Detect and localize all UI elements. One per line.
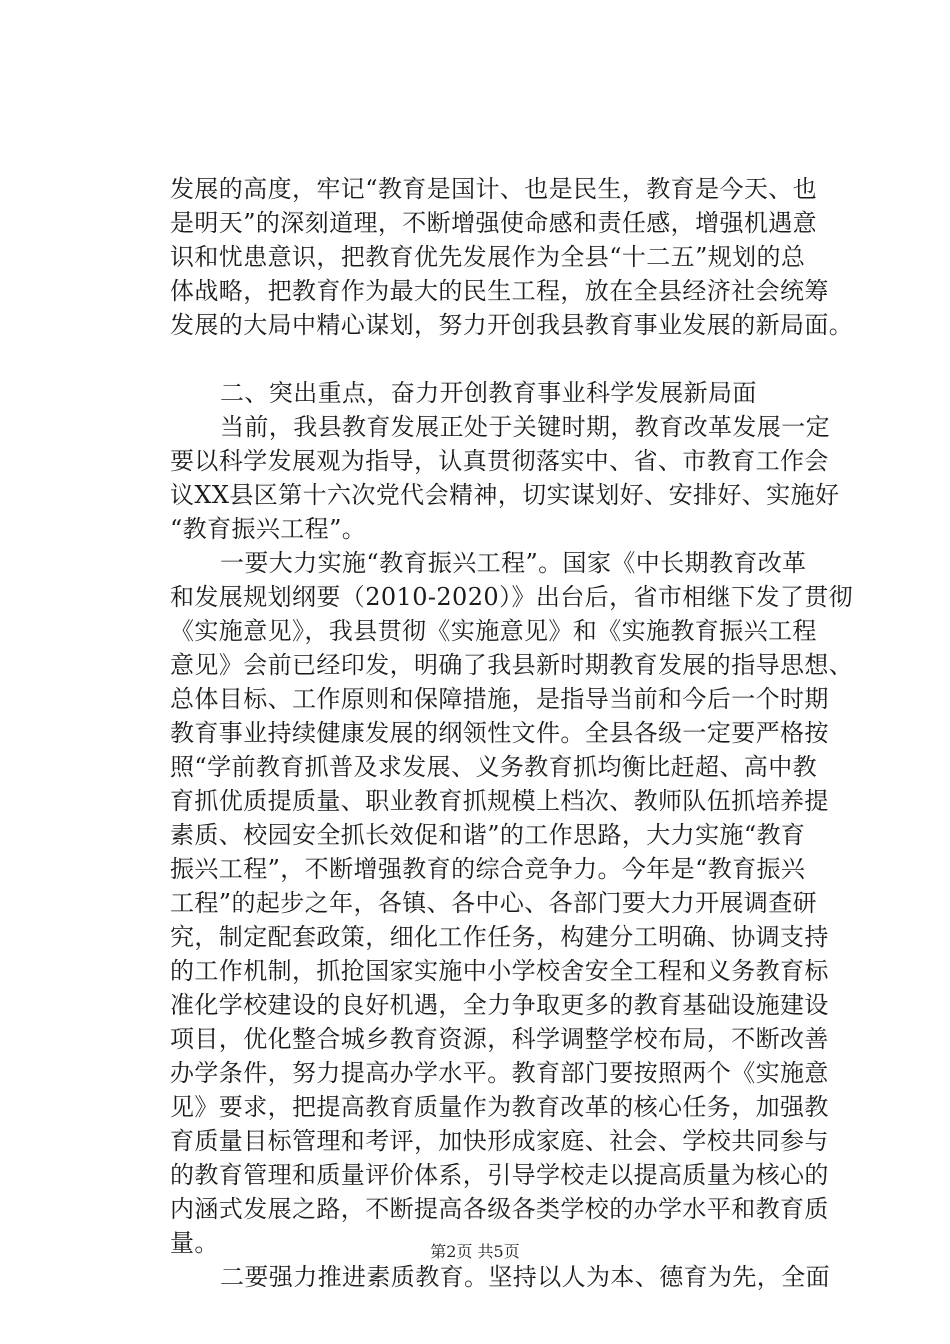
text-line: 意见》会前已经印发，明确了我县新时期教育发展的指导思想、 <box>170 651 854 679</box>
text-line: 要以科学发展观为指导，认真贯彻落实中、省、市教育工作会 <box>170 447 829 475</box>
page-number-footer: 第2页 共5页 <box>430 1242 520 1261</box>
text-line: 育质量目标管理和考评，加快形成家庭、社会、学校共同参与 <box>170 1127 829 1155</box>
text-line: 议XX县区第十六次党代会精神，切实谋划好、安排好、实施好 <box>170 481 840 509</box>
paragraph-first-line: 二要强力推进素质教育。坚持以人为本、德育为先，全面 <box>220 1263 830 1291</box>
text-line: 究，制定配套政策，细化工作任务，构建分工明确、协调支持 <box>170 923 829 951</box>
paragraph-first-line: 二、突出重点，奋力开创教育事业科学发展新局面 <box>220 379 757 407</box>
text-line: 办学条件，努力提高办学水平。教育部门要按照两个《实施意 <box>170 1059 829 1087</box>
text-line: 发展的大局中精心谋划，努力开创我县教育事业发展的新局面。 <box>170 311 854 339</box>
text-line: 项目，优化整合城乡教育资源，科学调整学校布局，不断改善 <box>170 1025 829 1053</box>
text-line: 内涵式发展之路，不断提高各级各类学校的办学水平和教育质 <box>170 1195 829 1223</box>
text-line: 见》要求，把提高教育质量作为教育改革的核心任务，加强教 <box>170 1093 829 1121</box>
text-line: 和发展规划纲要（2010-2020）》出台后，省市相继下发了贯彻 <box>170 583 854 611</box>
document-body <box>170 172 854 1294</box>
text-line: 素质、校园安全抓长效促和谐”的工作思路，大力实施“教育 <box>170 821 806 849</box>
text-line: 发展的高度，牢记“教育是国计、也是民生，教育是今天、也 <box>170 175 818 203</box>
text-line: 识和忧患意识，把教育优先发展作为全县“十二五”规划的总 <box>170 243 806 271</box>
text-line: 体战略，把教育作为最大的民生工程，放在全县经济社会统筹 <box>170 277 829 305</box>
text-line: 振兴工程”，不断增强教育的综合竞争力。今年是“教育振兴 <box>170 855 806 883</box>
text-line: 总体目标、工作原则和保障措施，是指导当前和今后一个时期 <box>170 685 829 713</box>
text-line: 是明天”的深刻道理，不断增强使命感和责任感，增强机遇意 <box>170 209 818 237</box>
text-line: 工程”的起步之年，各镇、各中心、各部门要大力开展调查研 <box>170 889 818 917</box>
text-line: 的工作机制，抓抢国家实施中小学校舍安全工程和义务教育标 <box>170 957 829 985</box>
text-line: 《实施意见》，我县贯彻《实施意见》和《实施教育振兴工程 <box>170 617 817 645</box>
text-line: 准化学校建设的良好机遇，全力争取更多的教育基础设施建设 <box>170 991 829 1019</box>
blank-line <box>170 342 790 376</box>
text-line: “教育振兴工程”。 <box>170 515 367 543</box>
text-line: 教育事业持续健康发展的纲领性文件。全县各级一定要严格按 <box>170 719 829 747</box>
text-line: 量。 <box>170 1229 219 1257</box>
text-line: 的教育管理和质量评价体系，引导学校走以提高质量为核心的 <box>170 1161 829 1189</box>
paragraph-first-line: 一要大力实施“教育振兴工程”。国家《中长期教育改革 <box>220 549 807 577</box>
text-line: 照“学前教育抓普及求发展、义务教育抓均衡比赶超、高中教 <box>170 753 818 781</box>
text-line: 育抓优质提质量、职业教育抓规模上档次、教师队伍抓培养提 <box>170 787 829 815</box>
paragraph-first-line: 当前，我县教育发展正处于关键时期，教育改革发展一定 <box>220 413 830 441</box>
